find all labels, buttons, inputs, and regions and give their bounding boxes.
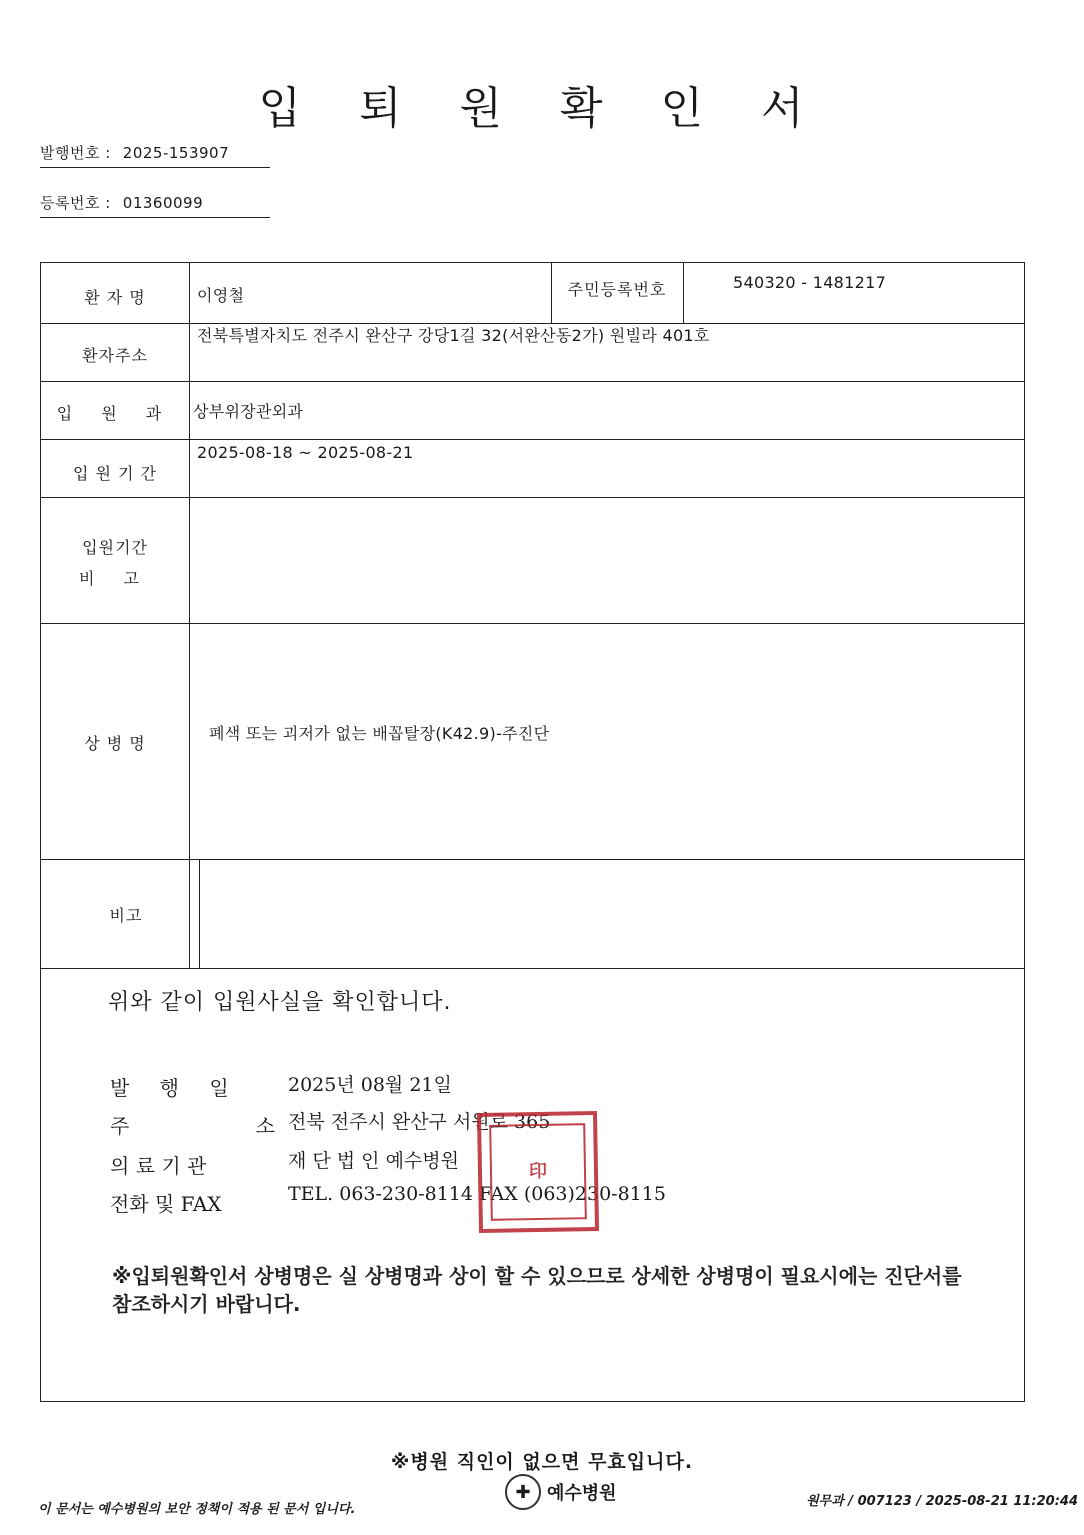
registration-number (40, 192, 270, 218)
institution-label: 의 료 기 관 (110, 1154, 207, 1178)
issue-date-label-text: 발 행 일 (110, 1076, 241, 1100)
address-label: 환자주소 (82, 346, 148, 365)
diagnosis-label: 상 병 명 (84, 734, 146, 753)
period-note-label-line2 (41, 566, 189, 589)
institution: 재 단 법 인 예수병원 (288, 1150, 459, 1172)
issuer-address-label-text: 주 소 (110, 1114, 335, 1138)
document-info: 원무과 / 007123 / 2025-08-21 11:20:44 (806, 1494, 1078, 1509)
registration-number-value: 01360099 (122, 194, 204, 212)
issue-date-label (110, 1072, 241, 1101)
remarks-label: 비고 (109, 906, 143, 925)
document-title: 입 퇴 원 확 인 서 (258, 83, 826, 134)
hospital-logo-name: 예수병원 (547, 1483, 617, 1504)
department-label-text: 입 원 과 (56, 404, 174, 423)
period-note-label-line2-text: 비 고 (79, 569, 151, 588)
issue-number (40, 142, 270, 168)
seal-inner-frame (489, 1123, 587, 1221)
registration-number-label: 등록번호 : (40, 194, 111, 212)
resident-number-label: 주민등록번호 (567, 280, 667, 299)
patient-address: 전북특별자치도 전주시 완산구 강당1길 32(서완산동2가) 원빌라 401호 (197, 326, 710, 345)
resident-number: 540320 - 1481217 (733, 273, 887, 292)
seal-glyph-line: 印 (528, 1160, 548, 1183)
confirmation-text: 위와 같이 입원사실을 확인합니다. (108, 990, 452, 1015)
patient-name-label: 환 자 명 (84, 288, 146, 307)
diagnosis-notice: ※입퇴원확인서 상병명은 실 상병명과 상이 할 수 있으므로 상세한 상병명이 필요시에는 진단서를 참조하시기 바랍니다. (112, 1264, 962, 1316)
column-divider (189, 263, 190, 968)
hospital-logo (505, 1474, 617, 1510)
issue-number-label: 발행번호 : (40, 144, 111, 162)
row-divider (41, 968, 1024, 969)
security-notice: 이 문서는 예수병원의 보안 정책이 적용 된 문서 입니다. (38, 1502, 356, 1517)
invalid-notice: ※병원 직인이 없으면 무효입니다. (390, 1451, 694, 1473)
cross-icon: ✚ (505, 1474, 541, 1510)
admission-period: 2025-08-18 ~ 2025-08-21 (197, 443, 414, 462)
issuer-address: 전북 전주시 완산구 서원로 365 (288, 1111, 551, 1133)
phone-fax: TEL. 063-230-8114 FAX (063)230-8115 (288, 1183, 666, 1205)
issue-number-value: 2025-153907 (122, 144, 230, 162)
department: 상부위장관외과 (193, 402, 304, 421)
hospital-seal-icon (477, 1111, 599, 1233)
department-label (41, 401, 189, 424)
issue-date: 2025년 08월 21일 (288, 1074, 452, 1096)
period-note-label (41, 535, 189, 589)
column-divider (683, 263, 684, 323)
period-label: 입 원 기 간 (72, 464, 158, 483)
patient-name: 이영철 (197, 286, 245, 305)
phone-fax-label: 전화 및 FAX (110, 1192, 222, 1216)
period-note-label-line1: 입원기간 (82, 538, 148, 557)
diagnosis: 폐색 또는 괴저가 없는 배꼽탈장(K42.9)-주진단 (209, 724, 550, 743)
